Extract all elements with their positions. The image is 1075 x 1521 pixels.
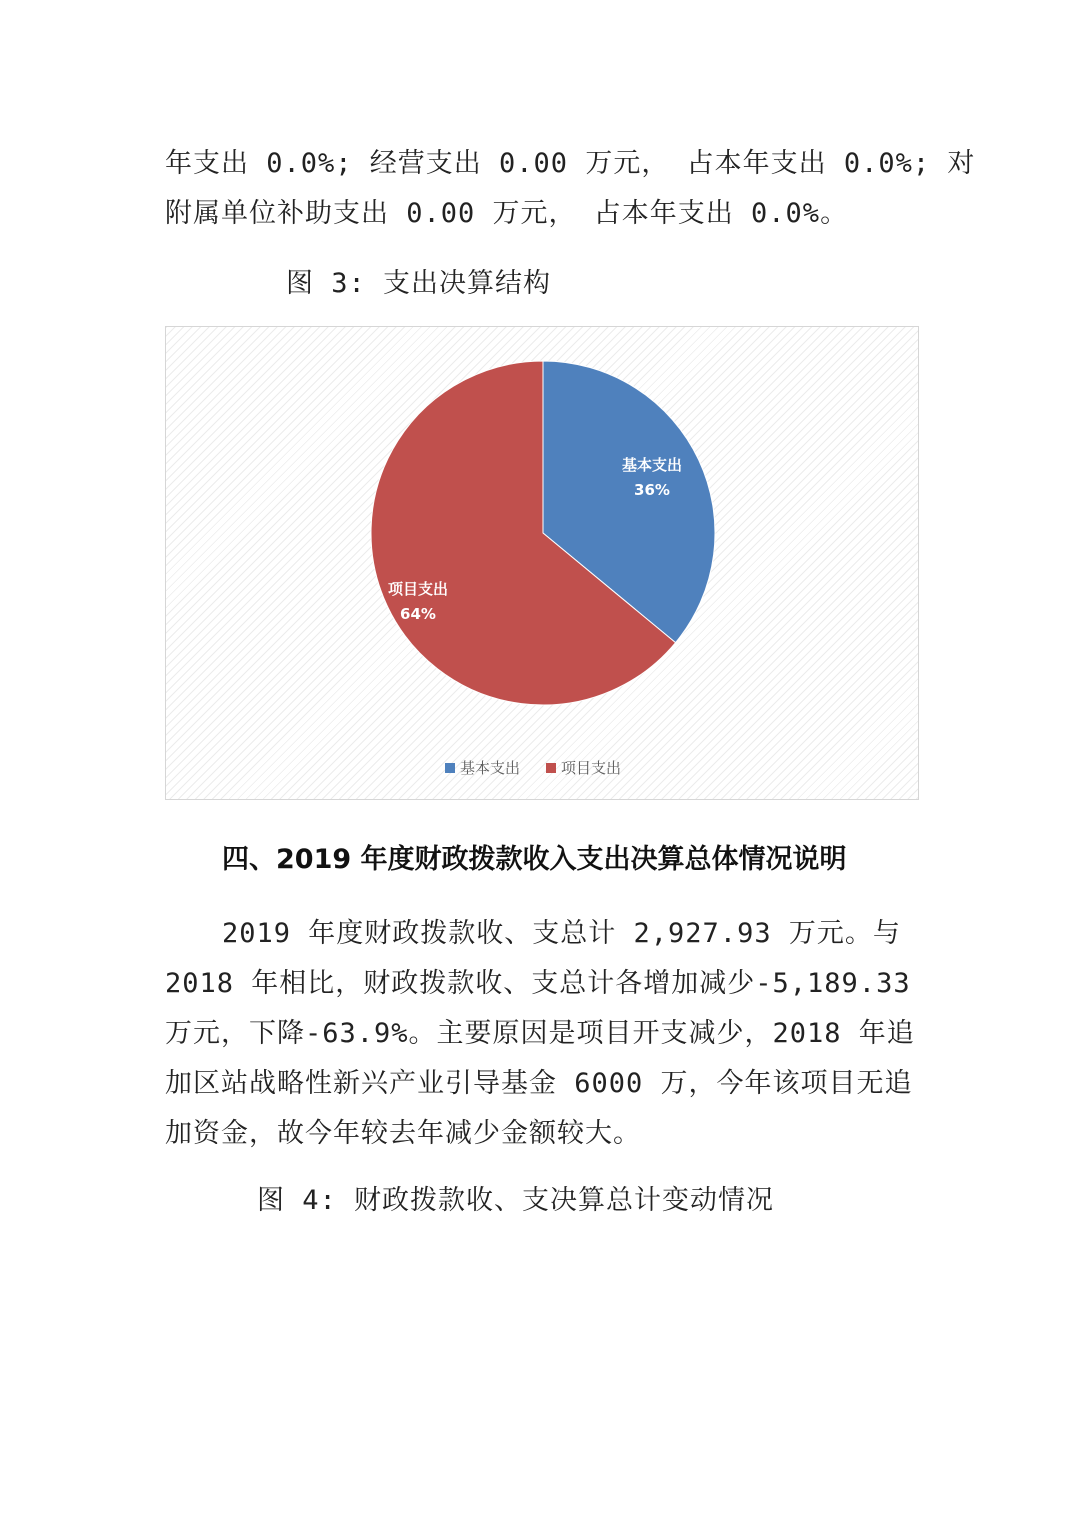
pie-chart: [165, 326, 919, 800]
pie-chart-svg: [166, 327, 920, 801]
legend-swatch-basic: [445, 763, 455, 773]
slice-label-project-name: 项目支出: [387, 580, 449, 598]
text-line: 加区站战略性新兴产业引导基金 6000 万，今年该项目无追: [165, 1068, 913, 1099]
text-line: 万元，下降-63.9%。主要原因是项目开支减少，2018 年追: [165, 1018, 915, 1049]
legend-label-basic: 基本支出: [460, 759, 521, 777]
text-line: 年支出 0.0%; 经营支出 0.00 万元， 占本年支出 0.0%; 对: [165, 148, 976, 179]
figure-3-caption: 图 3: 支出决算结构: [286, 268, 552, 299]
legend-swatch-project: [546, 763, 556, 773]
section-4-heading: 四、2019 年度财政拨款收入支出决算总体情况说明: [222, 844, 847, 875]
text-line: 附属单位补助支出 0.00 万元， 占本年支出 0.0%。: [165, 198, 849, 229]
figure-4-caption: 图 4: 财政拨款收、支决算总计变动情况: [257, 1185, 775, 1216]
text-line: 2018 年相比，财政拨款收、支总计各增加减少-5,189.33: [165, 968, 911, 999]
text-line: 2019 年度财政拨款收、支总计 2,927.93 万元。与: [222, 918, 901, 949]
chart-legend: [445, 759, 621, 777]
text-line: 加资金，故今年较去年减少金额较大。: [165, 1118, 641, 1149]
legend-label-project: 项目支出: [561, 759, 622, 777]
slice-label-project-percent: 64%: [400, 605, 436, 623]
slice-label-basic-name: 基本支出: [621, 456, 683, 474]
slice-label-basic-percent: 36%: [634, 481, 670, 499]
